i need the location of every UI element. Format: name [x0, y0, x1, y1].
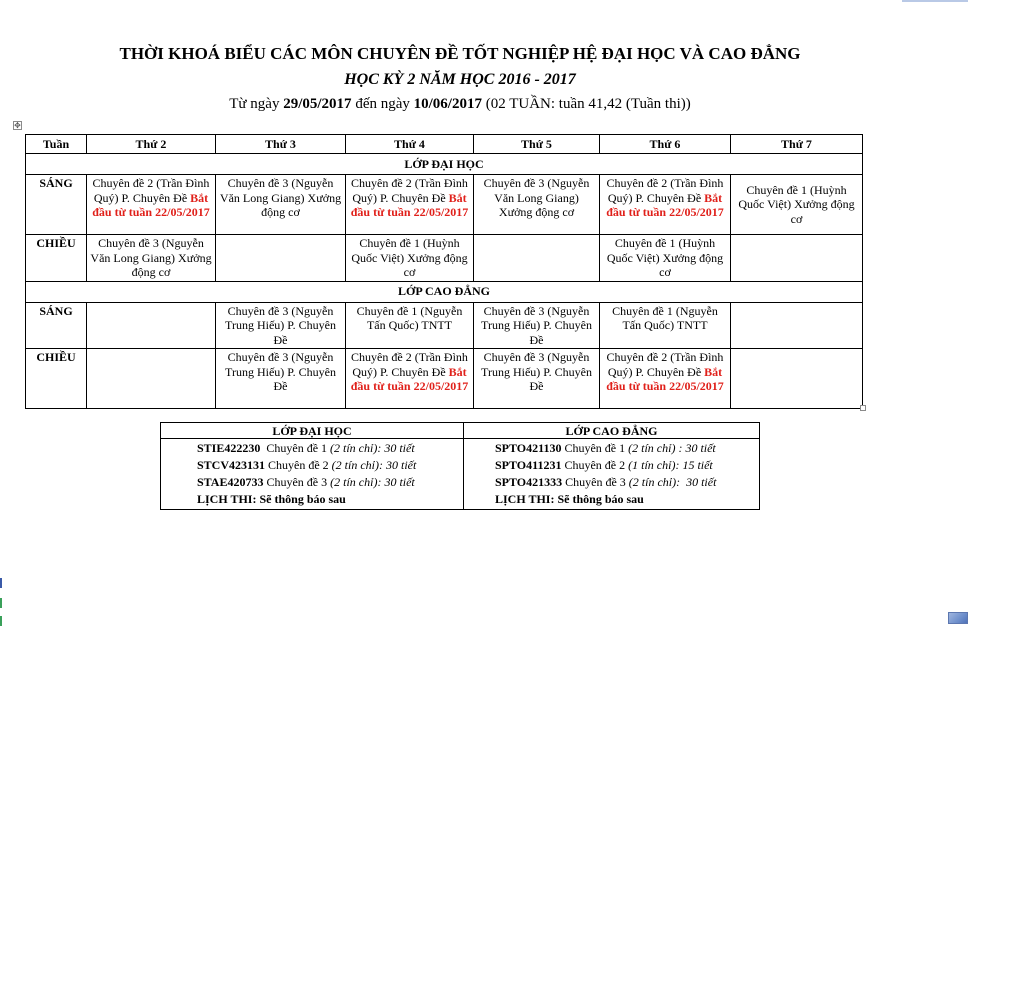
table-row: [26, 349, 863, 409]
schedule-cell: Chuyên đề 3 (Nguyễn Văn Long Giang) Xưởng động cơ: [87, 235, 216, 282]
table-row: [26, 302, 863, 349]
column-header: Thứ 3: [216, 135, 346, 154]
date-suffix: (02 TUẦN: tuần 41,42 (Tuần thi)): [481, 96, 691, 112]
page-navigation-widget[interactable]: [948, 612, 968, 624]
start-note: Bắt đầu từ tuần 22/05/2017: [350, 364, 469, 393]
start-note: Bắt đầu từ tuần 22/05/2017: [350, 190, 469, 219]
schedule-cell: [731, 235, 863, 282]
schedule-table: [25, 134, 863, 409]
schedule-cell: [87, 349, 216, 409]
date-range: [0, 96, 920, 113]
column-header: Thứ 2: [87, 135, 216, 154]
left-margin-marker: [0, 598, 2, 608]
start-note: Bắt đầu từ tuần 22/05/2017: [606, 190, 724, 219]
exam-schedule: LỊCH THI: Sẽ thông báo sau: [197, 492, 346, 506]
shift-label: SÁNG: [26, 302, 87, 349]
schedule-cell: [731, 349, 863, 409]
section-title: LỚP ĐẠI HỌC: [26, 154, 863, 175]
section-row: [26, 281, 863, 302]
schedule-cell: Chuyên đề 2 (Trần Đình Quý) P. Chuyên Đề Bắt đầu từ tuần 22/05/2017: [600, 175, 731, 235]
course-entry: SPTO411231 Chuyên đề 2 (1 tín chỉ): 15 tiết: [495, 458, 713, 472]
schedule-cell: Chuyên đề 2 (Trần Đình Quý) P. Chuyên Đề Bắt đầu từ tuần 22/05/2017: [87, 175, 216, 235]
schedule-cell: Chuyên đề 2 (Trần Đình Quý) P. Chuyên Đề Bắt đầu từ tuần 22/05/2017: [346, 175, 474, 235]
legend-column: [464, 439, 760, 510]
course-entry: STAE420733 Chuyên đề 3 (2 tín chỉ): 30 tiết: [197, 475, 415, 489]
document-subtitle: HỌC KỲ 2 NĂM HỌC 2016 - 2017: [344, 71, 576, 88]
schedule-cell: Chuyên đề 1 (Nguyễn Tấn Quốc) TNTT: [600, 302, 731, 349]
schedule-cell: Chuyên đề 1 (Nguyễn Tấn Quốc) TNTT: [346, 302, 474, 349]
schedule-cell: [474, 235, 600, 282]
date-from: 29/05/2017: [283, 96, 352, 112]
shift-label: CHIỀU: [26, 235, 87, 282]
legend-column-header: LỚP CAO ĐẲNG: [464, 423, 760, 439]
left-margin-marker: [0, 616, 2, 626]
course-legend-table: [160, 422, 760, 510]
section-title: LỚP CAO ĐẲNG: [26, 281, 863, 302]
schedule-cell: Chuyên đề 3 (Nguyễn Trung Hiếu) P. Chuyên Đề: [216, 349, 346, 409]
column-header: Tuần: [26, 135, 87, 154]
column-header: Thứ 4: [346, 135, 474, 154]
shift-label: SÁNG: [26, 175, 87, 235]
start-note: Bắt đầu từ tuần 22/05/2017: [606, 364, 724, 393]
schedule-cell: [87, 302, 216, 349]
schedule-cell: Chuyên đề 2 (Trần Đình Quý) P. Chuyên Đề Bắt đầu từ tuần 22/05/2017: [600, 349, 731, 409]
course-entry: STCV423131 Chuyên đề 2 (2 tín chỉ): 30 tiết: [197, 458, 417, 472]
legend-header-row: [161, 423, 760, 439]
course-entry: SPTO421333 Chuyên đề 3 (2 tín chỉ): 30 tiết: [495, 475, 717, 489]
exam-schedule: LỊCH THI: Sẽ thông báo sau: [495, 492, 644, 506]
schedule-cell: Chuyên đề 1 (Huỳnh Quốc Việt) Xưởng động cơ: [600, 235, 731, 282]
document-title: THỜI KHOÁ BIỂU CÁC MÔN CHUYÊN ĐỀ TỐT NGHIỆP HỆ ĐẠI HỌC VÀ CAO ĐẲNG: [119, 44, 801, 63]
schedule-cell: Chuyên đề 2 (Trần Đình Quý) P. Chuyên Đề Bắt đầu từ tuần 22/05/2017: [346, 349, 474, 409]
column-header: Thứ 5: [474, 135, 600, 154]
schedule-cell: Chuyên đề 3 (Nguyễn Trung Hiếu) P. Chuyên Đề: [474, 349, 600, 409]
section-row: [26, 154, 863, 175]
schedule-cell: Chuyên đề 3 (Nguyễn Văn Long Giang) Xưởng động cơ: [474, 175, 600, 235]
table-row: [26, 175, 863, 235]
column-header: Thứ 6: [600, 135, 731, 154]
schedule-cell: [216, 235, 346, 282]
legend-column: [161, 439, 464, 510]
course-entry: SPTO421130 Chuyên đề 1 (2 tín chỉ) : 30 tiết: [495, 441, 716, 455]
course-entry: STIE422230 Chuyên đề 1 (2 tín chỉ): 30 tiết: [197, 441, 415, 455]
start-note: Bắt đầu từ tuần 22/05/2017: [92, 190, 210, 219]
shift-label: CHIỀU: [26, 349, 87, 409]
schedule-cell: Chuyên đề 1 (Huỳnh Quốc Việt) Xưởng động cơ: [731, 175, 863, 235]
schedule-cell: Chuyên đề 3 (Nguyễn Văn Long Giang) Xưởng động cơ: [216, 175, 346, 235]
schedule-cell: Chuyên đề 3 (Nguyễn Trung Hiếu) P. Chuyên Đề: [474, 302, 600, 349]
window-top-accent: [902, 0, 968, 2]
legend-column-header: LỚP ĐẠI HỌC: [161, 423, 464, 439]
date-mid: đến ngày: [351, 96, 414, 112]
schedule-cell: Chuyên đề 3 (Nguyễn Trung Hiếu) P. Chuyên Đề: [216, 302, 346, 349]
schedule-cell: [731, 302, 863, 349]
table-move-handle-icon[interactable]: ✥: [14, 121, 21, 130]
table-row: [26, 235, 863, 282]
date-to: 10/06/2017: [413, 96, 482, 112]
legend-body-row: [161, 439, 760, 510]
left-margin-marker: [0, 578, 2, 588]
schedule-header-row: [26, 135, 863, 154]
schedule-cell: Chuyên đề 1 (Huỳnh Quốc Việt) Xưởng động cơ: [346, 235, 474, 282]
date-prefix: Từ ngày: [229, 96, 284, 112]
column-header: Thứ 7: [731, 135, 863, 154]
table-resize-handle-icon[interactable]: [860, 405, 866, 411]
